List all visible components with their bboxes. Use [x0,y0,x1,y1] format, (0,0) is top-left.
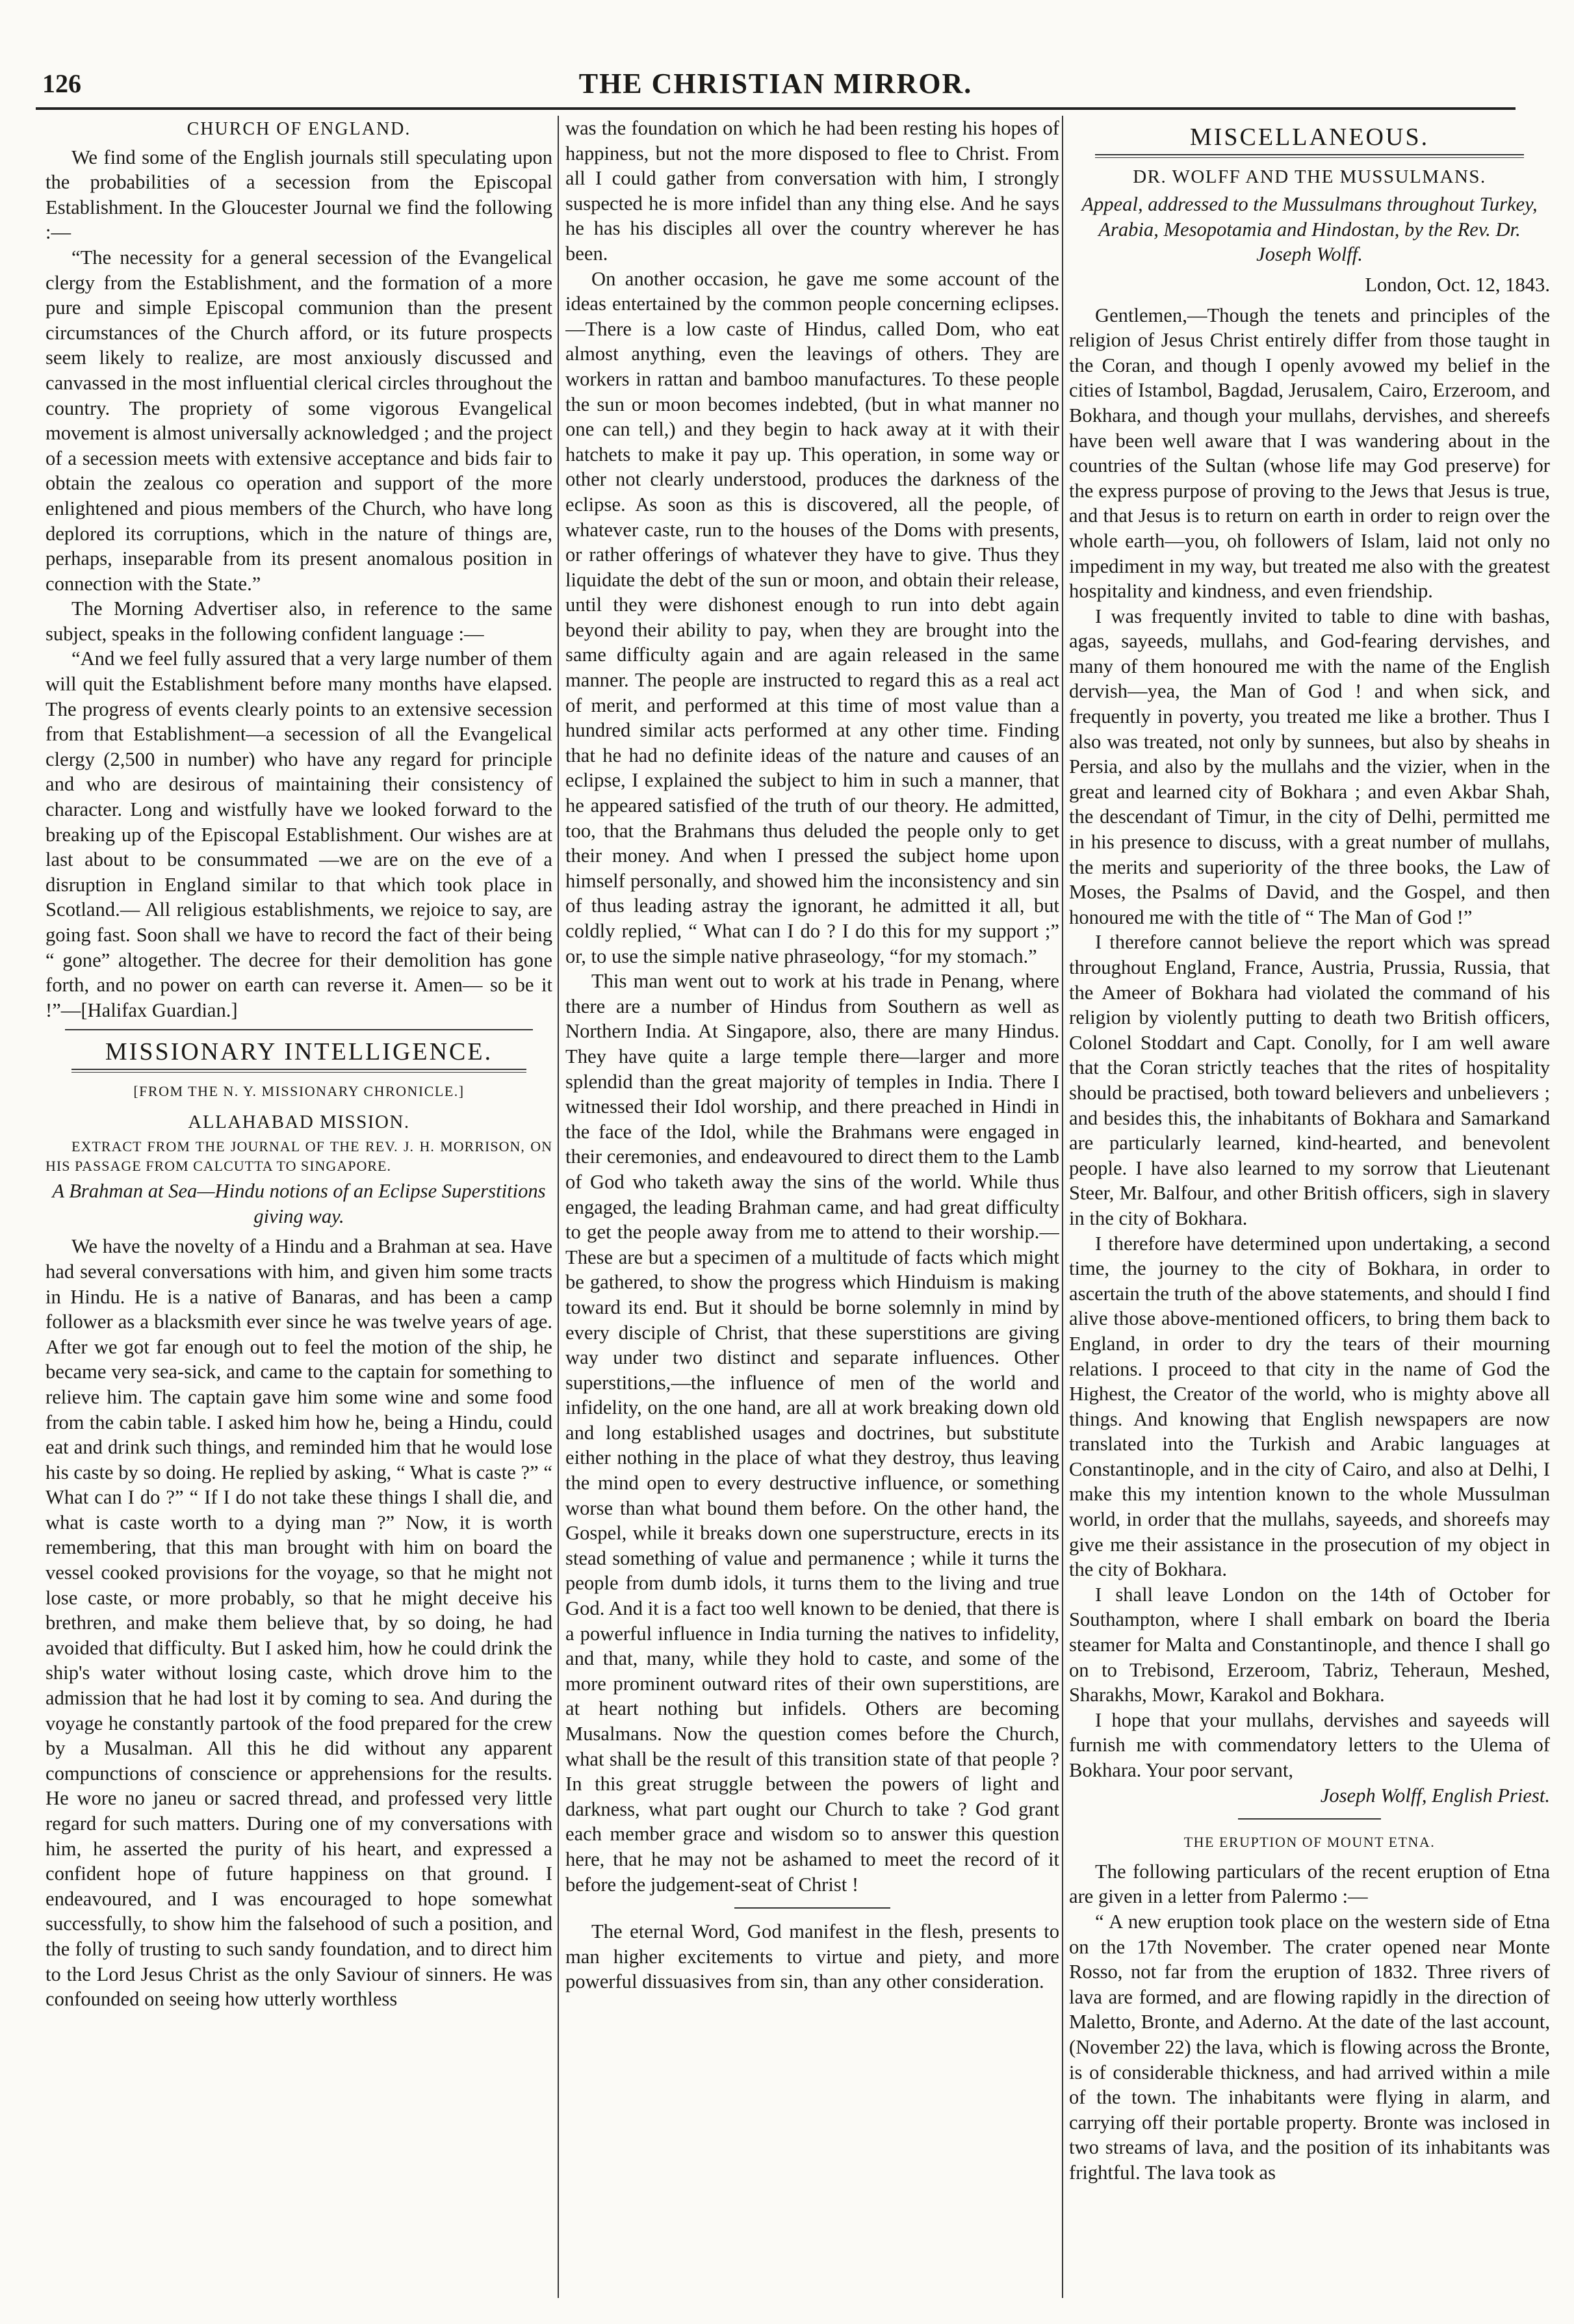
header-rule [36,107,1516,110]
column-3 [1069,116,1550,2298]
paragraph: I shall leave London on the 14th of October for Southampton, where I shall embark on board the Iberia steamer for Malta and Constantinople, and thence I shall go on to Trebisond, Erzeroom, Tabriz, Teheraun, Meshed, Sharakhs, Mowr, Karakol and Bokhara. [1069,1583,1550,1706]
paragraph: We have the novelty of a Hindu and a Brahman at sea. Have had several conversations with him, and given him some tracts in Hindu. He is a native of Banaras, and has been a camp follower as a blacksmith ever since he was twelve years of age. After we got far enough out to feel the motion of the ship, he became very sea-sick, and came to the captain for something to relieve him. The captain gave him some wine and some food from the cabin table. I asked him how he, being a Hindu, could eat and drink such things, and reminded him that he would lose his caste by so doing. He replied by asking, “ What is caste ?” “ What can I do ?” “ If I do not take these things I shall die, and what is caste worth to a dying man ?” Now, it is worth remembering, that this man brought with him on board the vessel cooked provisions for the voyage, so that he might not lose caste, or more probably, so that he might deceive his brethren, and make them believe that, by so doing, he had avoided that difficulty. But I asked him, how he could drink the ship's water without losing caste, which drove him to the admission that he had lost it by coming to sea. And during the voyage he constantly partook of the food prepared for the crew by a Musalman. All this he did without any apparent compunctions of conscience or apprehensions for the results. He wore no janeu or sacred thread, and professed very little regard for such matters. During one of my conversations with him, he asserted the purity of his heart, and expressed a confident hope of future happiness on that ground. I endeavoured, and I was encouraged to hope somewhat successfully, to show him the falsehood of such a position, and the folly of trusting to such sandy foundation, and to direct him to the Lord Jesus Christ as the only Saviour of sinners. He was confounded on seeing how utterly worthless [45,1235,552,2011]
divider [734,1907,890,1909]
paragraph: “The necessity for a general secession of the Evangelical clergy from the Establishment, and the formation of a more pure and simple Episcopal communion than the present circumstances of the Church afford, or its future prospects seem likely to realize, are most anxiously discussed and canvassed in the most influential clerical circles throughout the country. The propriety of some vigorous Evangelical movement is almost universally acknowledged ; and the project of a secession meets with extensive acceptance and bids fair to obtain the zealous co operation and support of the more enlightened and pious members of the Church, who have long deplored its corruptions, which in the nature of things are, perhaps, inseparable from its present anomalous position in connection with the State.” [45,246,552,595]
source-line: [FROM THE N. Y. MISSIONARY CHRONICLE.] [133,1082,465,1099]
divider [71,1069,526,1073]
section-heading: MISSIONARY INTELLIGENCE. [105,1038,493,1066]
extract-line: EXTRACT FROM THE JOURNAL OF THE REV. J. H. MORRISON, ON HIS PASSAGE FROM CALCUTTA TO SINGAPORE. [45,1138,552,1175]
column-2 [565,116,1059,2298]
paragraph: I therefore cannot believe the report which was spread throughout England, France, Austria, Prussia, Russia, that the Ameer of Bokhara had violated the command of his religion by violently putting to death two British officers, Colonel Stoddart and Capt. Conolly, for I am well aware that the Coran strictly teaches that the rites of hospitality should be practised, both toward believers and unbelievers ; and besides this, the inhabitants of Bokhara and Samarkand are particularly learned, kind-hearted, and benevolent people. I have also learned to my sorrow that Lieutenant Steer, Mr. Balfour, and other British officers, sigh in slavery in the city of Bokhara. [1069,931,1550,1229]
paragraph: “And we feel fully assured that a very large number of them will quit the Establishment before many months have elapsed. The progress of events clearly points to an extensive secession from that Establishment—a secession of all the Evangelical clergy (2,500 in number) who have any regard for principle and who are desirous of maintaining their consistency of character. Long and wistfully have we looked forward to the breaking up of the Episcopal Establishment. Our wishes are at last about to be consummated —we are on the eve of a disruption in England similar to that which took place in Scotland.— All religious establishments, we rejoice to say, are going fast. Soon shall we have to record the fact of their being “ gone” altogether. The decree for their demolition has gone forth, and no power on earth can reverse it. Amen— so be it !”—[Halifax Guardian.] [45,647,552,1021]
column-1 [45,116,552,2298]
section-heading: CHURCH OF ENGLAND. [187,119,411,139]
article-subtitle: Appeal, addressed to the Mussulmans throughout Turkey, Arabia, Mesopotamia and Hindostan, by the Rev. Dr. Joseph Wolff. [1081,193,1538,266]
article-heading: DR. WOLFF AND THE MUSSULMANS. [1133,166,1486,187]
paragraph: I hope that your mullahs, dervishes and sayeeds will furnish me with commendatory letters to the Ulema of Bokhara. Your poor servant, [1069,1708,1550,1781]
paragraph: I was frequently invited to table to dine with bashas, agas, sayeeds, mullahs, and God-fearing dervishes, and many of them honoured me with the name of the English dervish—yea, the Man of God ! and when sick, and frequently in poverty, you treated me like a brother. Thus I also was treated, not only by sunnees, but also by sheahs in Persia, and also by the mullahs and the vizier, when in the great and learned city of Bokhara ; and even Akbar Shah, the descendant of Timur, in the city of Delhi, permitted me in his presence to discuss, with a great number of mullahs, the merits and superiority of the three books, the Law of Moses, the Psalms of David, and the Gospel, and then honoured me with the title of “ The Man of God !” [1069,605,1550,928]
column-divider [1062,116,1063,2298]
masthead: THE CHRISTIAN MIRROR. [578,68,973,99]
paragraph: was the foundation on which he had been resting his hopes of happiness, but not the more disposed to flee to Christ. From all I could gather from conversation with him, I strongly suspected he is more infidel than any thing else. And he says he has his disciples all over the country wherever he has been. [565,117,1059,265]
divider [1238,1818,1381,1820]
article-heading: THE ERUPTION OF MOUNT ETNA. [1183,1834,1436,1851]
paragraph: This man went out to work at his trade in Penang, where there are a number of Hindus from Southern as well as Northern India. At Singapore, also, there are many Hindus. They have quite a large temple there—larger and more splendid than the great majority of temples in India. There I witnessed their Idol worship, and there preached in Hindi in the face of the Idol, while the Brahmans were engaged in their ceremonies, and endeavoured to direct them to the Lamb of God who taketh away the sins of the world. While thus engaged, the leading Brahman came, and had great difficulty to get the people away from me to attend to their worship.—These are but a specimen of a multitude of facts which might be gathered, to show the progress which Hinduism is making toward its end. But it should be borne solemnly in mind by every disciple of Christ, that these superstitions are giving way under two distinct and separate influences. Other superstitions,—the influence of men of the world and infidelity, on the one hand, are all at work breaking down old and long established usages and doctrines, but substitute either nothing in the place of what they destroy, thus leaving the mind open to every destructive influence, or something worse than what bound them before. On the other hand, the Gospel, while it breaks down one superstructure, erects in its stead something of value and permanence ; while it turns the people from dumb idols, it turns them to the living and true God. And it is a fact too well known to be denied, that there is a powerful influence in India turning the natives to infidelity, and that, many, while they hold to caste, and some of the more prominent outward rites of their own superstitions, are at heart nothing but infidels. Others are becoming Musalmans. Now the question comes before the Church, what shall be the result of this transition state of that people ? In this great struggle between the powers of light and darkness, what part ought our Church to take ? God grant each member grace and wisdom so to answer this question here, that he may not be ashamed to meet the record of it before the judgement-seat of Christ ! [565,970,1059,1896]
divider [1095,154,1524,158]
paragraph: The following particulars of the recent eruption of Etna are given in a letter from Palermo :— [1069,1860,1550,1908]
paragraph: Gentlemen,—Though the tenets and principles of the religion of Jesus Christ entirely differ from those taught in the Coran, and though I openly avowed my belief in the cities of Istambol, Bagdad, Jerusalem, Cairo, Erzeroom, and Bokhara, and though your mullahs, dervishes, and shereefs have been well aware that I was wandering about in the countries of the Sultan (whose life may God preserve) for the express purpose of proving to the Jews that Jesus is true, and that Jesus is to return on earth in order to reign over the whole earth—you, oh followers of Islam, laid not only no impediment in my way, but treated me also with the greatest hospitality and kindness, and even friendship. [1069,304,1550,603]
paragraph: “ A new eruption took place on the western side of Etna on the 17th November. The crater opened near Monte Rosso, not far from the eruption of 1832. Three rivers of lava are formed, and are flowing rapidly in the direction of Maletto, Bronte, and Aderno. At the date of the last account, (November 22) the lava, which is flowing across the Bronte, is of considerable thickness, and had arrived within a mile of the town. The inhabitants were flying in alarm, and carrying off their portable property. Bronte was inclosed in two streams of lava, and the position of its inhabitants was frightful. The lava took as [1069,1910,1550,2184]
paragraph: The Morning Advertiser also, in reference to the same subject, speaks in the following confident language :— [45,597,552,645]
article-subtitle: A Brahman at Sea—Hindu notions of an Eclipse Superstitions giving way. [52,1180,546,1227]
article-heading: ALLAHABAD MISSION. [188,1111,410,1132]
column-divider [558,116,559,2298]
paragraph: On another occasion, he gave me some account of the ideas entertained by the common people concerning eclipses.—There is a low caste of Hindus, called Dom, who eat almost anything, even the leavings of others. They are workers in rattan and bamboo manufactures. To these people the sun or moon becomes indebted, (but in what manner no one can tell,) and they begin to hack away at it with their hatchets to make it pay up. This operation, in some way or other not clearly understood, produces the darkness of the eclipse. As soon as this is discovered, all the people, of whatever caste, run to the houses of the Doms with presents, or rather offerings of whatever they have to give. Thus they liquidate the debt of the sun or moon, and obtain their release, until they were dishonest enough to run into debt again beyond their ability to pay, when they are brought into the same difficulty again and are again released in the same manner. The people are instructed to regard this as a real act of merit, and performed at this time of most value than a hundred similar acts performed at any other time. Finding that he had no definite ideas of the nature and causes of an eclipse, I explained the subject to him in such a manner, that he appeared satisfied of the truth of our theory. He admitted, too, that the Brahmans thus deluded the people only to get their money. And when I pressed the subject home upon himself personally, and showed him the inconsistency and sin of thus leading astray the ignorant, he admitted it all, but coldly replied, “ What can I do ? I do this for my support ;” or, to use the simple native phraseology, “for my stomach.” [565,267,1059,967]
page-number: 126 [42,69,81,98]
section-heading: MISCELLANEOUS. [1189,124,1430,151]
paragraph: We find some of the English journals still speculating upon the probabilities of a secession from the Episcopal Establishment. In the Gloucester Journal we find the following :— [45,146,552,244]
signature: Joseph Wolff, English Priest. [1320,1784,1550,1807]
divider [65,1029,533,1030]
paragraph: I therefore have determined upon undertaking, a second time, the journey to the city of Bokhara, in order to ascertain the truth of the above statements, and should I find alive those above-mentioned officers, to bring them back to England, in order to dry the tears of their mourning relations. I proceed to that city in the name of God the Highest, the Creator of the world, who is mighty above all things. And knowing that English newspapers are now translated into the Turkish and Arabic languages at Constantinople, and in the city of Cairo, and also at Delhi, I make this my intention known to the whole Mussulman world, in order that the mullahs, sayeeds, and shoreefs may give me their assistance in the prosecution of my object in the city of Bokhara. [1069,1232,1550,1581]
page-header [36,62,1516,107]
dateline: London, Oct. 12, 1843. [1365,273,1550,296]
paragraph: The eternal Word, God manifest in the flesh, presents to man higher excitements to virtue and piety, and more powerful dissuasives from sin, than any other consideration. [565,1920,1059,1993]
